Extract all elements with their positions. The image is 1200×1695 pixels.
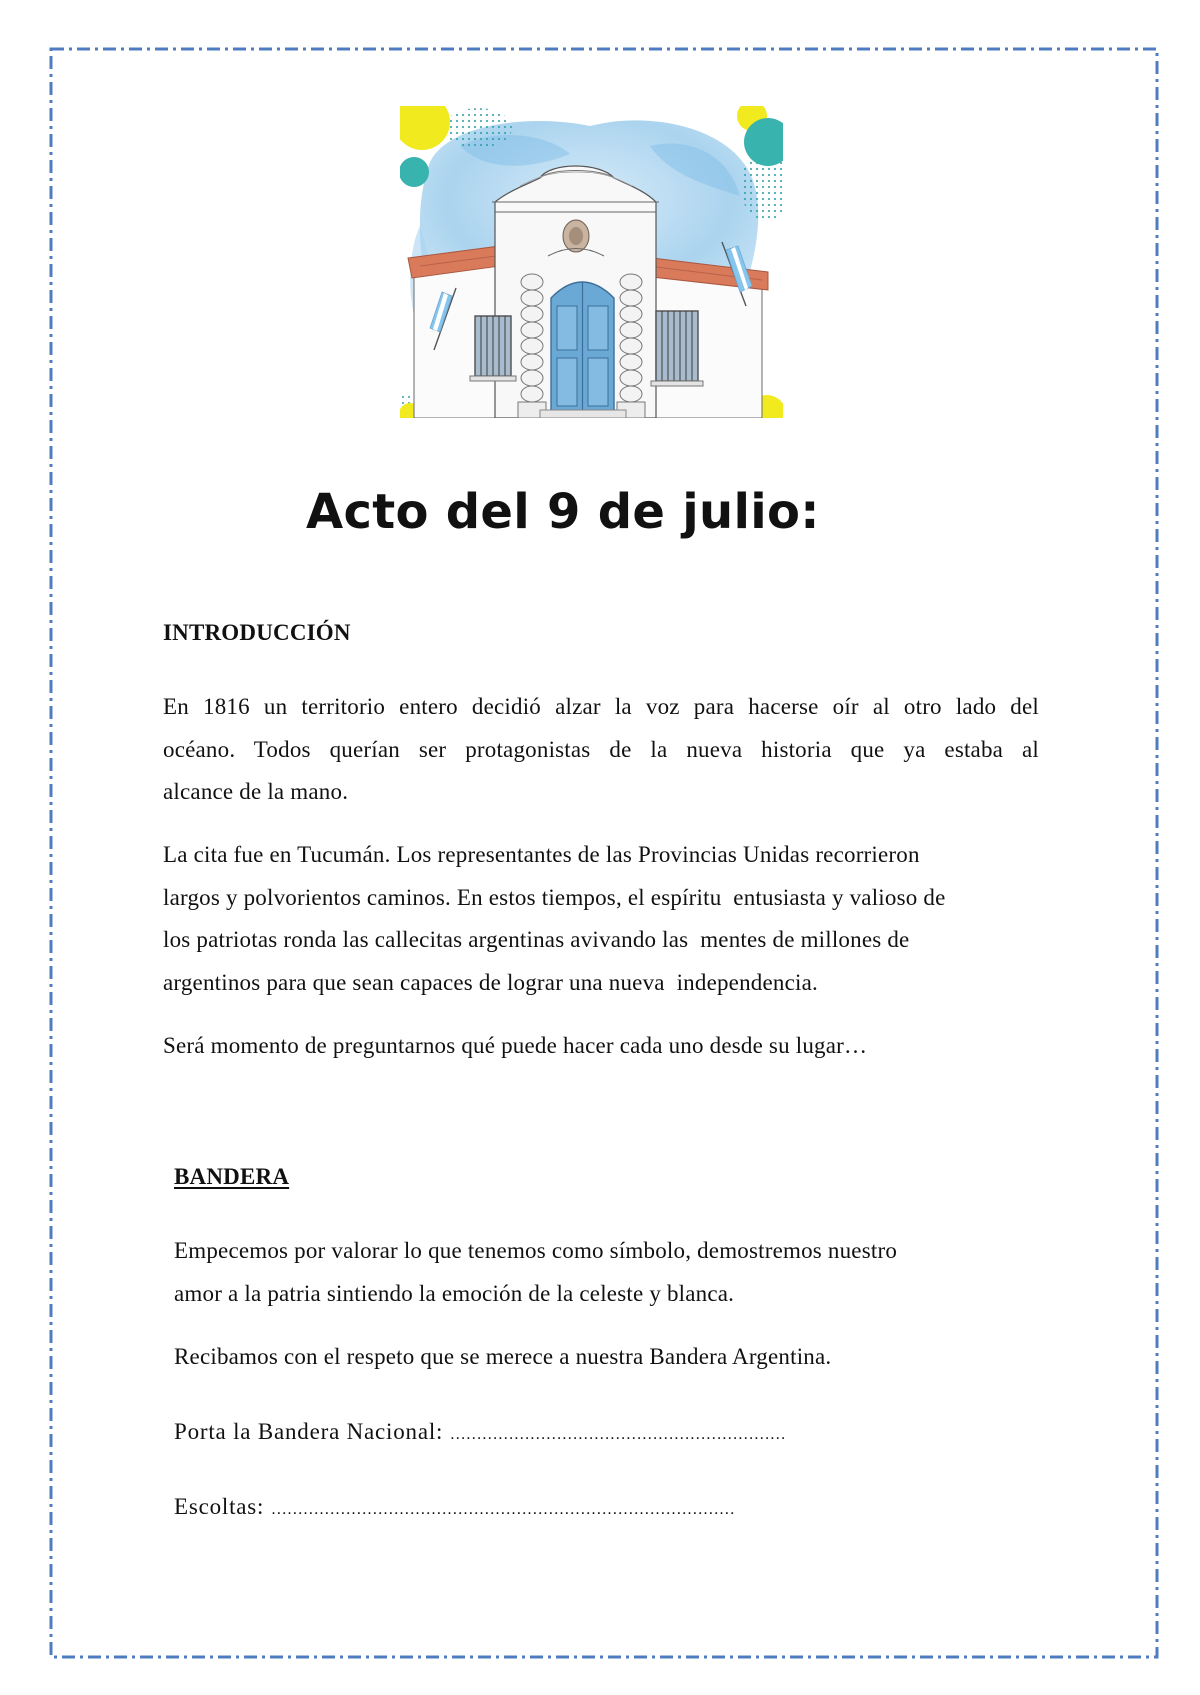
bandera-paragraph-2: [174, 1336, 831, 1379]
paragraph-line: alcance de la mano.: [163, 779, 349, 804]
page-title: Acto del 9 de julio:: [306, 484, 820, 540]
casa-historica-illustration: [400, 106, 783, 418]
escoltas-label: Escoltas:: [174, 1494, 265, 1519]
porta-bandera-label: Porta la Bandera Nacional:: [174, 1419, 444, 1444]
paragraph-line: largos y polvorientos caminos. En estos tiempos, el espíritu entusiasta y valioso de: [163, 884, 946, 910]
bandera-heading: BANDERA: [174, 1164, 290, 1189]
paragraph-line: Empecemos por valorar lo que tenemos como símbolo, demostremos nuestro: [174, 1238, 898, 1263]
paragraph-line: En 1816 un territorio entero decidió alzar la voz para hacerse oír al otro lado del: [163, 694, 1039, 719]
paragraph-line: océano. Todos querían ser protagonistas de la nueva historia que ya estaba al: [163, 736, 1039, 762]
escoltas-blank: ……………………………………………………………………………: [270, 1501, 735, 1518]
bandera-paragraph-1: [174, 1230, 897, 1315]
blue-door: [540, 282, 626, 418]
porta-bandera-line: [174, 1411, 786, 1454]
intro-heading: INTRODUCCIÓN: [163, 620, 351, 645]
paragraph-line: Recibamos con el respeto que se merece a nuestra Bandera Argentina.: [174, 1344, 832, 1369]
paragraph-line: Será momento de preguntarnos qué puede hacer cada uno desde su lugar…: [163, 1033, 868, 1058]
paragraph-line: los patriotas ronda las callecitas argentinas avivando las mentes de millones de: [163, 927, 910, 952]
escoltas-line: [174, 1486, 735, 1529]
porta-bandera-blank: ………………………………………………………: [449, 1426, 786, 1443]
intro-paragraph-2: [163, 834, 946, 1004]
paragraph-line: La cita fue en Tucumán. Los representantes de las Provincias Unidas recorrieron: [163, 842, 920, 867]
paragraph-line: amor a la patria sintiendo la emoción de la celeste y blanca.: [174, 1280, 735, 1306]
paragraph-line: argentinos para que sean capaces de lograr una nueva independencia.: [163, 969, 818, 995]
intro-paragraph-3: [163, 1025, 867, 1068]
intro-paragraph-1: [163, 686, 1039, 814]
